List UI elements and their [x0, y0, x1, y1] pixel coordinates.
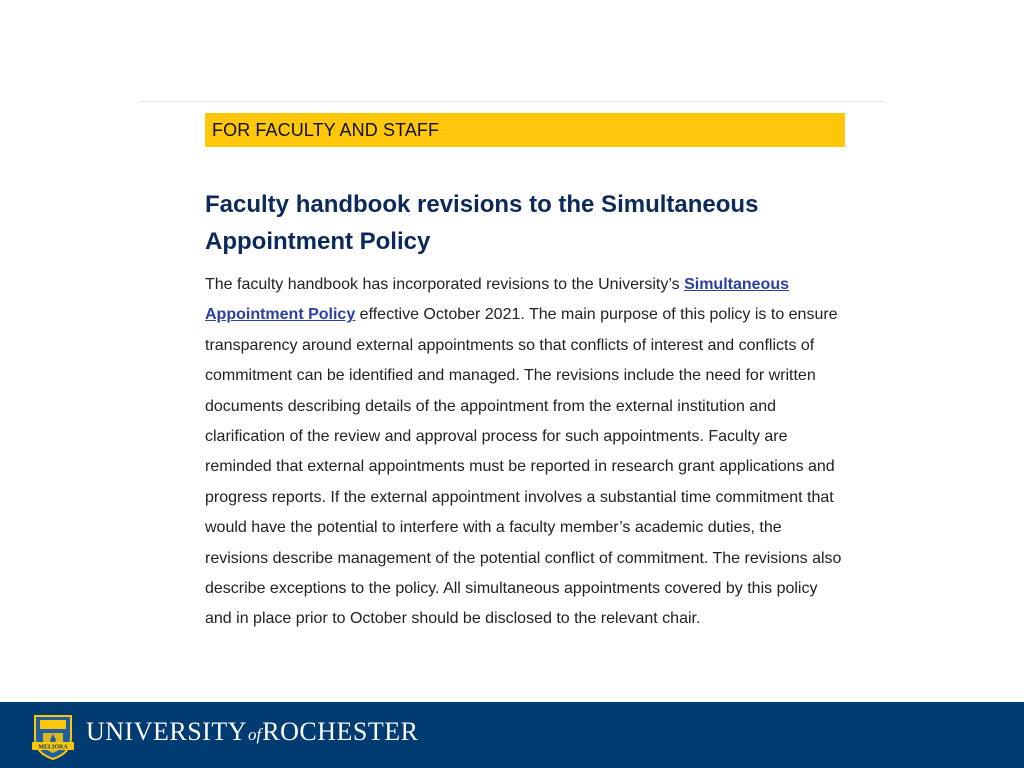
seal-motto: MELIORA — [38, 744, 68, 751]
university-seal-icon — [30, 712, 76, 760]
wordmark-of: of — [248, 725, 262, 744]
university-wordmark — [86, 702, 418, 768]
wordmark-university: UNIVERSITY — [86, 717, 247, 746]
footer-bar — [0, 702, 1024, 768]
top-divider — [140, 101, 884, 102]
section-label: FOR FACULTY AND STAFF — [212, 120, 440, 140]
article-body — [205, 270, 845, 635]
simultaneous-appointment-policy-link[interactable]: Simultaneous Appointment Policy — [205, 276, 789, 324]
article-body-text: effective October 2021. The main purpose of this policy is to ensure transparency around external appointments so that conflicts of interest and conflicts of commitment can be identified and managed. The revisions include the need for written documents describing details of the appointment from the external institution and clarification of the review and approval process for such appointments. Faculty are reminded that external appointments must be reported in research grant applications and progress reports. If the external appointment involves a substantial time commitment that would have the potential to interfere with a faculty member’s academic duties, the revisions describe management of the potential conflict of commitment. The revisions also describe exceptions to the policy. All simultaneous appointments covered by this policy and in place prior to October should be disclosed to the relevant chair. — [205, 306, 842, 628]
article-intro: The faculty handbook has incorporated revisions to the University’s — [205, 276, 685, 293]
wordmark-rochester: ROCHESTER — [262, 717, 419, 746]
section-banner — [205, 113, 845, 147]
article-title: Faculty handbook revisions to the Simultaneous Appointment Policy — [205, 191, 759, 255]
